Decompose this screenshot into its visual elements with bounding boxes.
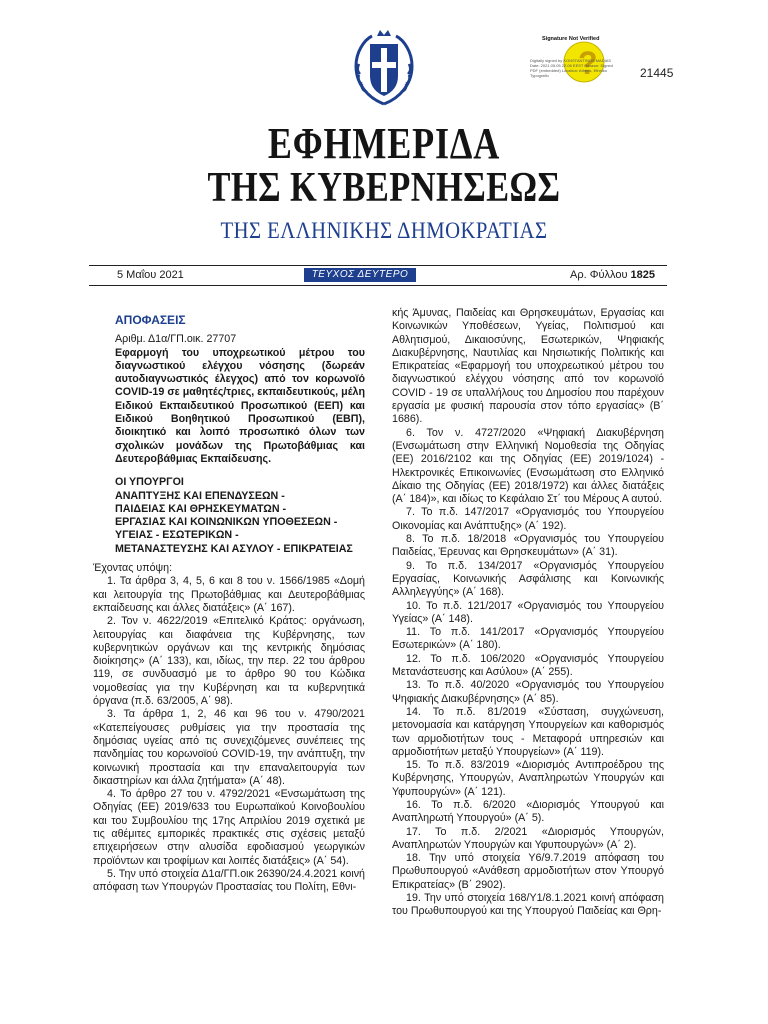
gazette-title-line2: ΤΗΣ ΚΥΒΕΡΝΗΣΕΩΣ (207, 165, 561, 211)
list-item: 1. Τα άρθρα 3, 4, 5, 6 και 8 του ν. 1566/1985 «Δομή και λειτουργία της Πρωτοβάθμιας και Δευτεροβάθμιας εκπαίδευσης και άλλες διατάξεις» (Α΄ 167). (93, 575, 365, 614)
decision-title: Εφαρμογή του υποχρεωτικού μέτρου του διαγνωστικού ελέγχου νόσησης (δωρεάν αυτοδιαγνωστικός έλεγχος) από τον κορωνοϊό COVID-19 σε μαθητές/τριες, εκπαιδευτικούς, μέλη Ειδικού Εκπαιδευτικού Προσωπικού (ΕΕΠ) και Ειδικού Βοηθητικού Προσωπικού (ΕΒΠ), διοικητικό και λοιπό προσωπικό όλων των σχολικών μονάδων της Πρωτοβάθμιας και Δευτεροβάθμιας Εκπαίδευσης. (115, 346, 365, 465)
list-item: 4. Το άρθρο 27 του ν. 4792/2021 «Ενσωμάτωση της Οδηγίας (ΕΕ) 2019/633 του Ευρωπαϊκού Κοινοβουλίου και του Συμβουλίου της 17ης Απριλίου 2019 σχετικά με τις αθέμιτες εμπορικές πρακτικές στις σχέσεις μεταξύ επιχειρήσεων στην αλυσίδα εφοδιασμού γεωργικών προϊόντων και τροφίμων και λοιπές διατάξεις» (Α΄ 54). (93, 788, 365, 867)
signature-details: Digitally signed by KONSTANTINOS MADIAS Date: 2021.05.05 22:06 EEST Reason: Signed PDF (embedded) Location: Athens, Ethniko Typografio (530, 58, 613, 78)
header-rule-top (89, 265, 667, 266)
list-item: 18. Την υπό στοιχεία Υ6/9.7.2019 απόφαση του Πρωθυπουργού «Ανάθεση αρμοδιοτήτων στον Υπουργό Επικρατείας» (Β΄ 2902). (392, 852, 664, 891)
decision-number: Αριθμ. Δ1α/ΓΠ.οικ. 27707 (115, 333, 237, 346)
sheet-number (570, 269, 655, 281)
ministers-heading: ΟΙ ΥΠΟΥΡΓΟΙ (115, 476, 184, 489)
sheet-number-value: 1825 (630, 269, 656, 281)
minister-line: ΑΝΑΠΤΥΞΗΣ ΚΑΙ ΕΠΕΝΔΥΣΕΩΝ - (115, 489, 285, 502)
minister-line: ΕΡΓΑΣΙΑΣ ΚΑΙ ΚΟΙΝΩΝΙΚΩΝ ΥΠΟΘΕΣΕΩΝ - (115, 516, 338, 529)
list-item: 13. Το π.δ. 40/2020 «Οργανισμός του Υπουργείου Ψηφιακής Διακυβέρνησης» (Α΄ 85). (392, 679, 664, 705)
list-item: 19. Την υπό στοιχεία 168/Υ1/8.1.2021 κοινή απόφαση του Πρωθυπουργού και της Υπουργού Παιδείας και Θρη- (392, 892, 664, 918)
minister-line: ΥΓΕΙΑΣ - ΕΣΩΤΕΡΙΚΩΝ - (115, 529, 239, 542)
minister-line: ΠΑΙΔΕΙΑΣ ΚΑΙ ΘΡΗΣΚΕΥΜΑΤΩΝ - (115, 502, 287, 515)
list-item: 2. Τον ν. 4622/2019 «Επιτελικό Κράτος: οργάνωση, λειτουργίας και διαφάνεια της Κυβέρνησης, των κυβερνητικών οργάνων και της κεντρικής δημόσιας διοίκησης» (Α΄ 133), και, ιδίως, την περ. 22 του άρθρου 119, σε συνδυασμό με το άρθρο 90 του Κώδικα νομοθεσίας για την Κυβέρνηση και τα κυβερνητικά όργανα (π.δ. 63/2005, Α΄ 98). (93, 615, 365, 708)
list-item: κής Άμυνας, Παιδείας και Θρησκευμάτων, Εργασίας και Κοινωνικών Υποθέσεων, Υγείας, Πολιτισμού και Αθλητισμού, Δικαιοσύνης, Εσωτερικών, Ψηφιακής Διακυβέρνησης, Ναυτιλίας και Νησιωτικής Πολιτικής και Επικρατείας «Εφαρμογή του υποχρεωτικού μέτρου του διαγνωστικού ελέγχου νόσησης από τον κορωνοϊό COVID - 19 σε υπαλλήλους του Δημοσίου που παρέχουν εργασία με φυσική παρουσία στον τόπο εργασίας» (Β΄ 1686). (392, 307, 664, 426)
gazette-subtitle: ΤΗΣ ΕΛΛΗΝΙΚΗΣ ΔΗΜΟΚΡΑΤΙΑΣ (220, 218, 548, 243)
list-item: 10. Το π.δ. 121/2017 «Οργανισμός του Υπουργείου Υγείας» (Α΄ 148). (392, 599, 664, 625)
right-column (392, 307, 664, 919)
list-item: 3. Τα άρθρα 1, 2, 46 και 96 του ν. 4790/2021 «Κατεπείγουσες ρυθμίσεις για την προστασία της δημόσιας υγείας από τις συνεχιζόμενες συνέπειες της πανδημίας του κορωνοϊού COVID-19, την ανάπτυξη, την κοινωνική προστασία και την επαναλειτουργία των δικαστηρίων και άλλα ζητήματα» (Α΄ 48). (93, 708, 365, 787)
list-item: 5. Την υπό στοιχεία Δ1α/ΓΠ.οικ 26390/24.4.2021 κοινή απόφαση των Υπουργών Προστασίας του Πολίτη, Εθνι- (93, 867, 365, 894)
list-item: 15. Το π.δ. 83/2019 «Διορισμός Αντιπροέδρου της Κυβέρνησης, Υπουργών, Αναπληρωτών Υπουργών και Υφυπουργών» (Α΄ 121). (392, 759, 664, 798)
issue-date: 5 Μαΐου 2021 (117, 269, 184, 281)
list-item: 14. Το π.δ. 81/2019 «Σύσταση, συγχώνευση, μετονομασία και κατάργηση Υπουργείων και καθορισμός των αρμοδιοτήτων τους - Μεταφορά υπηρεσιών και αρμοδιοτήτων μεταξύ Υπουργείων» (Α΄ 119). (392, 705, 664, 758)
list-item: 17. Το π.δ. 2/2021 «Διορισμός Υπουργών, Αναπληρωτών Υπουργών και Υφυπουργών» (Α΄ 2). (392, 825, 664, 851)
minister-line: ΜΕΤΑΝΑΣΤΕΥΣΗΣ ΚΑΙ ΑΣΥΛΟΥ - ΕΠΙΚΡΑΤΕΙΑΣ (115, 542, 353, 555)
gazette-title: ΕΦΗΜΕΡΙΔΑ (267, 119, 501, 168)
header-rule-bottom (89, 285, 667, 286)
signature-status: Signature Not Verified (542, 36, 600, 42)
having-regard: Έχοντας υπόψη: (93, 562, 173, 575)
left-column (93, 307, 365, 894)
list-item: 12. Το π.δ. 106/2020 «Οργανισμός Υπουργείου Μετανάστευσης και Ασύλου» (Α΄ 255). (392, 652, 664, 679)
list-item: 8. Το π.δ. 18/2018 «Οργανισμός του Υπουργείου Παιδείας, Έρευνας και Θρησκευμάτων» (Α΄ 31). (392, 533, 664, 559)
greek-coat-of-arms-icon (350, 26, 418, 110)
sheet-id: 21445 (640, 66, 674, 80)
svg-text:?: ? (578, 45, 598, 81)
list-item: 7. Το π.δ. 147/2017 «Οργανισμός του Υπουργείου Οικονομίας και Ανάπτυξης» (Α΄ 192). (392, 506, 664, 532)
list-item: 6. Τον ν. 4727/2020 «Ψηφιακή Διακυβέρνηση (Ενσωμάτωση στην Ελληνική Νομοθεσία της Οδηγίας (ΕΕ) 2016/2102 και της Οδηγίας (ΕΕ) 2019/1024) - Ηλεκτρονικές Επικοινωνίες (Ενσωμάτωση στο Ελληνικό Δίκαιο της Οδηγίας (ΕΕ) 2018/1972) και άλλες διατάξεις (Α΄ 184)», και ιδίως το Κεφάλαιο Στ΄ του Μέρους Α αυτού. (392, 426, 664, 506)
issue-badge: ΤΕΥΧΟΣ ΔΕΥΤΕΡΟ (304, 268, 416, 282)
list-item: 16. Το π.δ. 6/2020 «Διορισμός Υπουργού και Αναπληρωτή Υπουργού» (Α΄ 5). (392, 798, 664, 825)
sheet-number-label: Αρ. Φύλλου (570, 269, 628, 281)
list-item: 11. Το π.δ. 141/2017 «Οργανισμός Υπουργείου Εσωτερικών» (Α΄ 180). (392, 626, 664, 652)
section-heading: ΑΠΟΦΑΣΕΙΣ (115, 313, 186, 327)
list-item: 9. Το π.δ. 134/2017 «Οργανισμός Υπουργείου Εργασίας, Κοινωνικής Ασφάλισης και Κοινωνικής Αλληλεγγύης» (Α΄ 168). (392, 559, 664, 599)
